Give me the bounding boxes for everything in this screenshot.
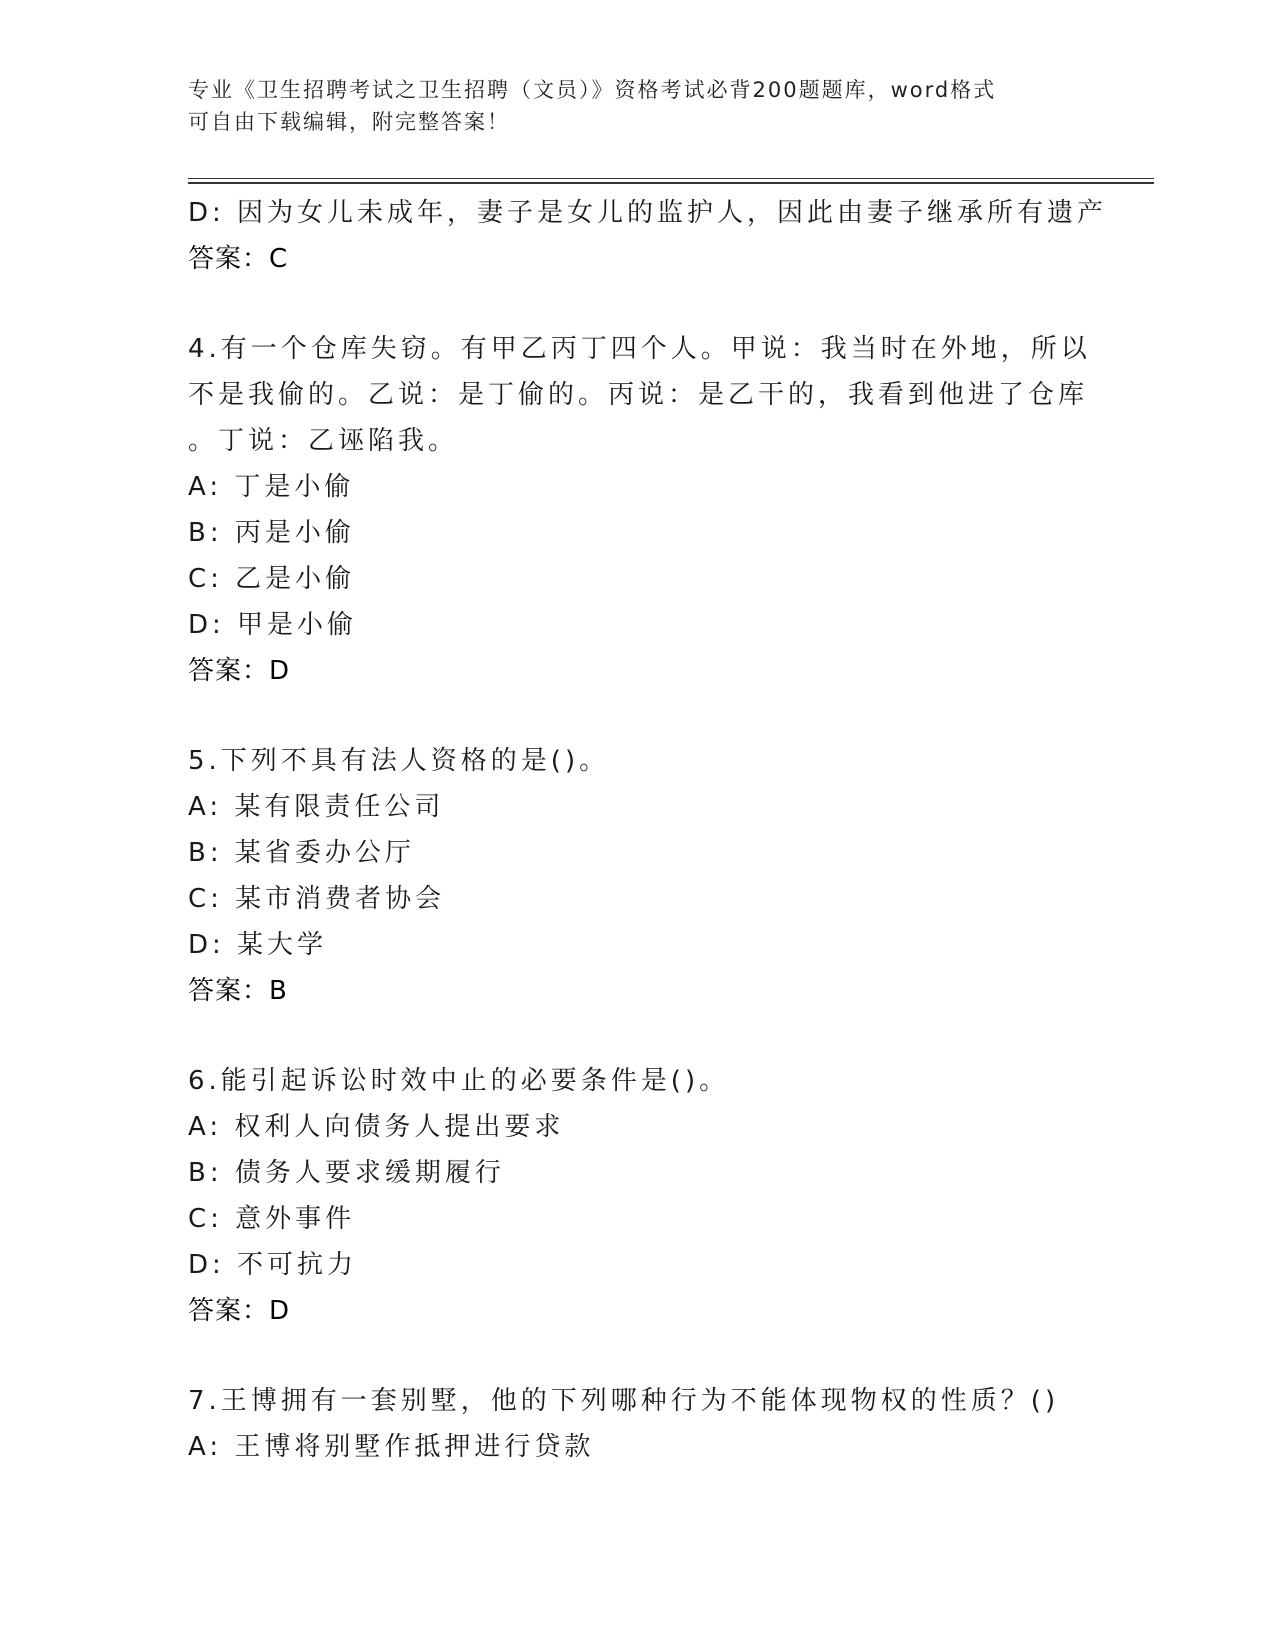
header-divider-thin [188,178,1154,179]
option-line: B: 债务人要求缓期履行 [188,1158,505,1188]
question-stem-line: 7.王博拥有一套别墅，他的下列哪种行为不能体现物权的性质？() [188,1386,1060,1416]
answer-line: 答案：B [188,976,288,1006]
question-stem-line: 6.能引起诉讼时效中止的必要条件是()。 [188,1066,730,1096]
question-block-7 [188,1378,1088,1470]
header-divider-thick [188,182,1154,184]
option-line: D: 某大学 [188,930,328,960]
option-line: B: 丙是小偷 [188,518,355,548]
option-line: A: 丁是小偷 [188,472,355,502]
question-block-6 [188,1058,1088,1334]
block-spacer [188,1014,1088,1058]
question-stem-line: 。丁说：乙诬陷我。 [188,426,459,456]
header-title-line-1: 专业《卫生招聘考试之卫生招聘（文员）》资格考试必背200题题库，word格式 [188,78,997,102]
block-spacer [188,282,1088,326]
option-line: A: 权利人向债务人提出要求 [188,1112,565,1142]
option-line: A: 某有限责任公司 [188,792,445,822]
option-line: C: 意外事件 [188,1204,356,1234]
question-block-5 [188,738,1088,1014]
block-spacer [188,694,1088,738]
option-line: A: 王博将别墅作抵押进行贷款 [188,1432,595,1462]
question-content [188,190,1108,1470]
question-stem-line: 不是我偷的。乙说：是丁偷的。丙说：是乙干的，我看到他进了仓库 [188,380,1089,410]
answer-line: 答案：D [188,656,291,686]
option-line: B: 某省委办公厅 [188,838,415,868]
option-line: C: 某市消费者协会 [188,884,446,914]
option-line: D: 不可抗力 [188,1250,358,1280]
option-line: D: 因为女儿未成年，妻子是女儿的监护人，因此由妻子继承所有遗产 [188,198,1108,228]
answer-line: 答案：D [188,1296,291,1326]
question-block-4 [188,326,1091,694]
option-line: C: 乙是小偷 [188,564,356,594]
block-spacer [188,1334,1088,1378]
page-header [188,74,1068,138]
question-stem-line: 4.有一个仓库失窃。有甲乙丙丁四个人。甲说：我当时在外地，所以 [188,334,1091,364]
option-line: D: 甲是小偷 [188,610,358,640]
question-block-3 [188,190,1108,282]
header-title-line-2: 可自由下载编辑，附完整答案！ [188,110,510,134]
answer-line: 答案：C [188,244,289,274]
question-stem-line: 5.下列不具有法人资格的是()。 [188,746,610,776]
